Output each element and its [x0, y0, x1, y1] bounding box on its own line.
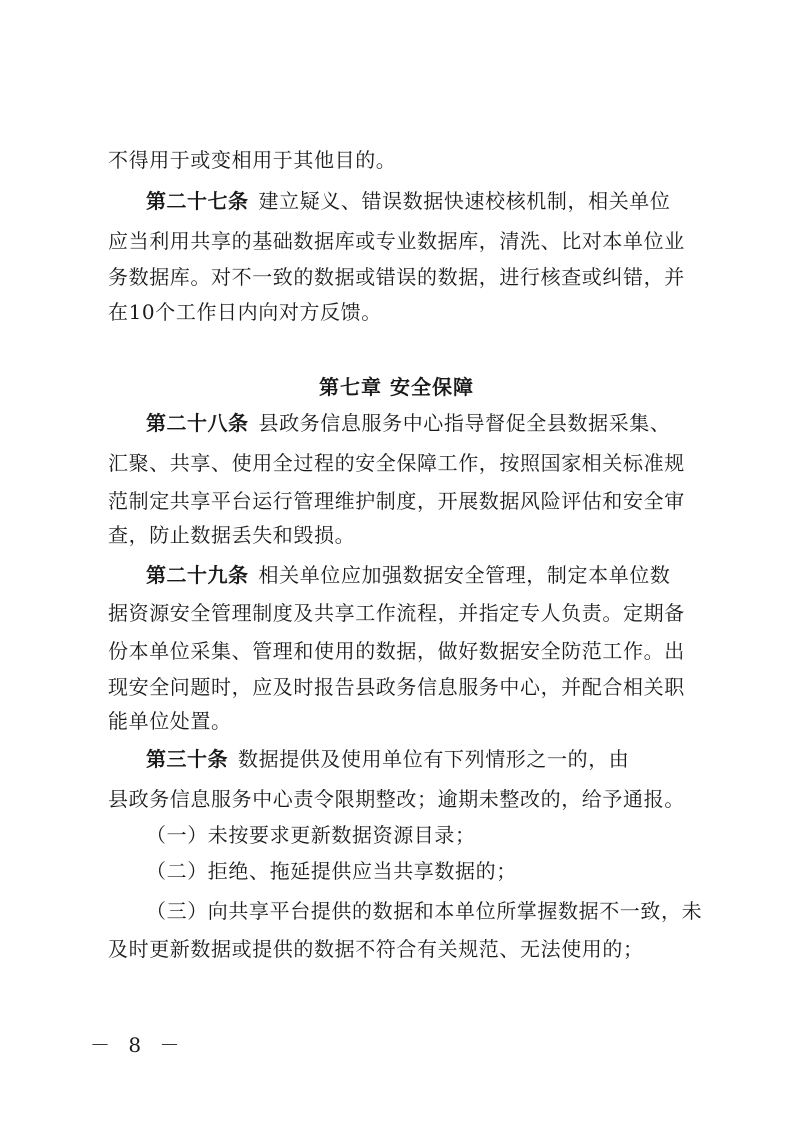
article-30-text: 数据提供及使用单位有下列情形之一的，由	[238, 747, 630, 771]
article-27-line	[146, 186, 698, 216]
paragraph-line: 查，防止数据丢失和毁损。	[108, 523, 356, 547]
page-number: － 8 －	[90, 1033, 186, 1057]
article-29-label: 第二十九条	[146, 563, 249, 587]
list-item: （一）未按要求更新数据资源目录；	[146, 823, 476, 847]
paragraph-line: 能单位处置。	[108, 709, 232, 733]
paragraph-line: 据资源安全管理制度及共享工作流程，并指定专人负责。定期备	[108, 601, 685, 625]
paragraph-line: 县政务信息服务中心责令限期整改；逾期未整改的，给予通报。	[108, 787, 685, 811]
article-28-line	[146, 408, 698, 438]
paragraph-line: 现安全问题时，应及时报告县政务信息服务中心，并配合相关职	[108, 675, 685, 699]
article-27-label: 第二十七条	[146, 189, 249, 213]
paragraph-line: 在10个工作日内向对方反馈。	[108, 300, 382, 324]
article-27-text: 建立疑义、错误数据快速校核机制，相关单位	[258, 189, 671, 213]
paragraph-line: 不得用于或变相用于其他目的。	[108, 148, 397, 172]
paragraph-line: 份本单位采集、管理和使用的数据，做好数据安全防范工作。出	[108, 639, 685, 663]
article-29-line	[146, 560, 698, 590]
list-item: （三）向共享平台提供的数据和本单位所掌握数据不一致，未	[146, 899, 703, 923]
article-28-text: 县政务信息服务中心指导督促全县数据采集、	[258, 411, 671, 435]
paragraph-line: 范制定共享平台运行管理维护制度，开展数据风险评估和安全审	[108, 489, 685, 513]
article-29-text: 相关单位应加强数据安全管理，制定本单位数	[258, 563, 671, 587]
chapter-heading: 第七章 安全保障	[319, 375, 474, 399]
article-28-label: 第二十八条	[146, 411, 249, 435]
paragraph-line: 应当利用共享的基础数据库或专业数据库，清洗、比对本单位业	[108, 229, 685, 253]
article-30-label: 第三十条	[146, 747, 228, 771]
paragraph-line: 及时更新数据或提供的数据不符合有关规范、无法使用的；	[108, 937, 644, 961]
article-30-line	[146, 744, 698, 774]
list-item: （二）拒绝、拖延提供应当共享数据的；	[146, 859, 517, 883]
paragraph-line: 汇聚、共享、使用全过程的安全保障工作，按照国家相关标准规	[108, 451, 685, 475]
paragraph-line: 务数据库。对不一致的数据或错误的数据，进行核查或纠错，并	[108, 265, 685, 289]
